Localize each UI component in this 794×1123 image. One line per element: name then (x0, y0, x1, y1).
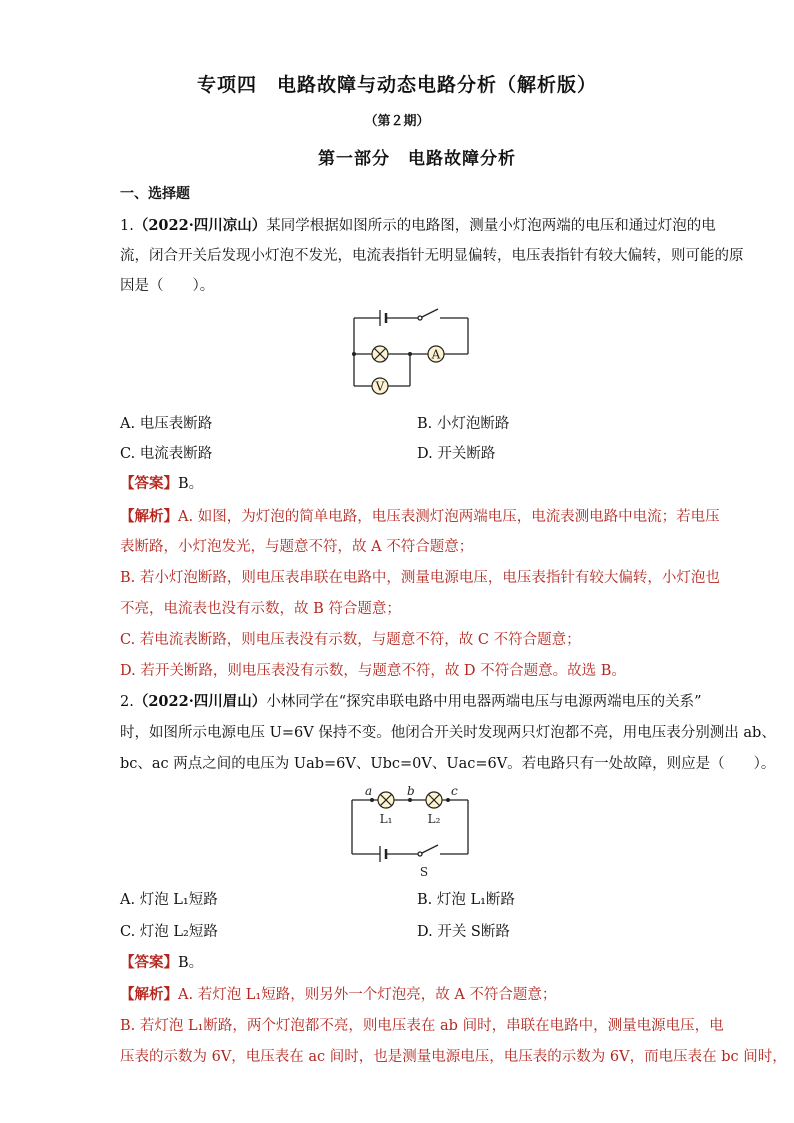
answer-value: B。 (178, 476, 204, 492)
q1-option-d: D. 开关断路 (417, 446, 496, 462)
switch-blade (422, 845, 438, 853)
q1-line2: 流，闭合开关后发现小灯泡不发光，电流表指针无明显偏转，电压表指针有较大偏转，则可能的原 (120, 248, 744, 264)
label-a: a (365, 784, 373, 798)
q1-stem-1: 某同学根据如图所示的电路图，测量小灯泡两端的电压和通过灯泡的电 (266, 218, 716, 234)
point-b-dot (408, 798, 412, 802)
label-l2: L₂ (427, 812, 441, 826)
analysis-text: A. 若灯泡 L₁短路，则另外一个灯泡亮，故 A 不符合题意； (178, 987, 557, 1003)
answer-value: B。 (178, 955, 204, 971)
label-b: b (407, 784, 415, 798)
issue-label: （第２期） (364, 114, 430, 129)
q1-option-a: A. 电压表断路 (120, 416, 213, 432)
part-title: 第一部分 电路故障分析 (318, 149, 516, 169)
ammeter-icon (428, 346, 444, 362)
q2-option-c: C. 灯泡 L₂短路 (120, 924, 218, 940)
page-title: 专项四 电路故障与动态电路分析（解析版） (196, 74, 597, 96)
junction-dot (408, 352, 412, 356)
answer-label: 【答案】 (120, 475, 178, 492)
q2-stem-1: 小林同学在“探究串联电路中用电器两端电压与电源两端电压的关系” (266, 694, 702, 710)
q2-option-d: D. 开关 S断路 (417, 924, 510, 940)
q2-source: （2022·四川眉山） (133, 693, 267, 710)
q1-analysis-b2: 不亮，电流表也没有示数，故 B 符合题意； (120, 601, 401, 617)
q2-analysis-a (120, 983, 556, 1004)
voltmeter-icon (372, 378, 388, 394)
q1-answer (120, 472, 203, 493)
q2-circuit-diagram (340, 780, 480, 880)
label-c: c (451, 784, 458, 798)
analysis-label: 【解析】 (120, 508, 178, 525)
analysis-label: 【解析】 (120, 986, 178, 1003)
point-c-dot (446, 798, 450, 802)
q2-option-a: A. 灯泡 L₁短路 (120, 892, 218, 908)
switch-pivot (418, 316, 422, 320)
analysis-text: A. 如图，为灯泡的简单电路，电压表测灯泡两端电压，电流表测电路中电流；若电压 (178, 509, 720, 525)
junction-dot (352, 352, 356, 356)
lamp-icon (378, 792, 394, 808)
label-s: S (419, 865, 429, 879)
label-l1: L₁ (379, 812, 393, 826)
q2-option-b: B. 灯泡 L₁断路 (417, 892, 515, 908)
q1-number: 1. (120, 218, 134, 234)
voltmeter-label: V (375, 379, 385, 394)
switch-pivot (418, 852, 422, 856)
q1-line1 (120, 214, 716, 235)
q1-analysis-a1 (120, 505, 720, 526)
q2-line1 (120, 690, 702, 711)
q2-analysis-b2: 压表的示数为 6V，电压表在 ac 间时，也是测量电源电压，电压表的示数为 6V，而电压表在 bc 间时， (120, 1049, 787, 1065)
q2-line3: bc、ac 两点之间的电压为 Uab=6V、Ubc=0V、Uac=6V。若电路只有一处故障，则应是（ ）。 (120, 756, 776, 772)
q1-circuit-diagram (340, 300, 480, 400)
answer-label: 【答案】 (120, 954, 178, 971)
switch-blade (422, 309, 438, 317)
q1-analysis-d: D. 若开关断路，则电压表没有示数，与题意不符，故 D 不符合题意。故选 B。 (120, 663, 626, 679)
q2-answer (120, 951, 203, 972)
q1-option-c: C. 电流表断路 (120, 446, 213, 462)
q1-analysis-b1: B. 若小灯泡断路，则电压表串联在电路中，测量电源电压，电压表指针有较大偏转，小灯泡也 (120, 570, 720, 586)
section-heading: 一、选择题 (120, 186, 190, 202)
point-a-dot (370, 798, 374, 802)
lamp-icon (372, 346, 388, 362)
q2-number: 2. (120, 694, 134, 710)
ammeter-label: A (431, 347, 441, 362)
q1-source: （2022·四川凉山） (133, 217, 267, 234)
q2-line2: 时，如图所示电源电压 U=6V 保持不变。他闭合开关时发现两只灯泡都不亮，用电压表分别测出 ab、 (120, 725, 776, 741)
lamp-icon (426, 792, 442, 808)
q1-analysis-c: C. 若电流表断路，则电压表没有示数，与题意不符，故 C 不符合题意； (120, 632, 581, 648)
q2-analysis-b1: B. 若灯泡 L₁断路，两个灯泡都不亮，则电压表在 ab 间时，串联在电路中，测量电源电压，电 (120, 1018, 724, 1034)
q1-option-b: B. 小灯泡断路 (417, 416, 510, 432)
q1-line3: 因是（ ）。 (120, 278, 215, 294)
q1-analysis-a2: 表断路，小灯泡发光，与题意不符，故 A 不符合题意； (120, 539, 474, 555)
